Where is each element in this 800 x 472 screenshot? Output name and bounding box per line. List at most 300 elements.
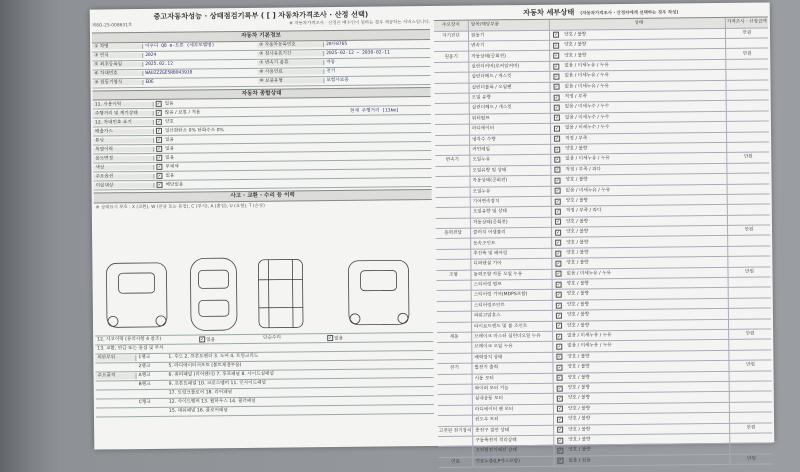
detail-checkbox	[554, 94, 560, 100]
detail-checkbox	[554, 177, 560, 183]
detail-group	[437, 343, 472, 353]
detail-group	[438, 374, 473, 384]
detail-group	[436, 208, 471, 218]
car-top-view	[190, 258, 237, 330]
detail-price: 만원	[730, 423, 772, 433]
detail-checkbox	[557, 437, 563, 443]
detail-item: 디퍼렌셜 기어	[471, 259, 552, 269]
detail-state	[551, 132, 727, 143]
detail-checkbox	[554, 167, 560, 173]
detail-state	[553, 309, 729, 320]
detail-item: 작동상태(공회전)	[471, 217, 552, 227]
detail-item: 브레이크 마스터 실린더오일 누유	[472, 332, 553, 342]
detail-price: 만원	[726, 49, 768, 59]
detail-header-device: 주요장치	[434, 21, 469, 31]
detail-checkbox	[556, 323, 562, 329]
detail-group	[436, 260, 471, 270]
general-checkbox	[156, 119, 162, 125]
detail-checkbox	[556, 302, 562, 308]
detail-group	[434, 73, 469, 83]
detail-checkbox	[556, 313, 562, 319]
general-label: 튜닝	[93, 137, 154, 143]
detail-state	[554, 403, 730, 414]
detail-group: 고전원 전기장치	[438, 426, 473, 436]
detail-group	[435, 146, 470, 156]
basic-label: ⑤ 최초등록일	[92, 62, 143, 68]
detail-checkbox	[555, 261, 561, 267]
detail-group	[438, 405, 473, 415]
detail-price	[726, 70, 768, 80]
detail-state-text: 양호 / 불량	[567, 365, 589, 371]
detail-state-text: 없음 / 미세누수 / 누수	[565, 125, 609, 131]
detail-checkbox	[555, 271, 561, 277]
detail-state	[553, 361, 729, 372]
detail-state	[552, 247, 728, 258]
detail-state-text: 없음 / 미세누수 / 누수	[565, 105, 609, 111]
detail-state-text: 양호 / 불량	[568, 406, 590, 412]
detail-item: 냉각수 수량	[470, 134, 551, 144]
symbol-note: ※ 상태표시 부호 : X (교환), W (판금 또는 용접), C (부식), A (흠집), U (요철), T (손상)	[94, 200, 432, 213]
detail-checkbox	[556, 354, 562, 360]
detail-checkbox	[556, 333, 562, 339]
detail-state-text: 없음 / 미세누유 / 누유	[564, 63, 608, 69]
basic-value: 2025.02.12	[143, 61, 257, 67]
detail-state-text: 양호 / 불량	[564, 32, 586, 38]
left-title: 중고자동차성능 · 상태점검기록부 ( [ ] 자동차가격조사 · 산정 선택)	[92, 10, 430, 22]
detail-group	[437, 353, 472, 363]
general-label: 특별이력	[93, 146, 154, 152]
detail-state-text: 없음 / 있음	[568, 458, 590, 464]
general-table	[93, 97, 432, 191]
rank-items: 15. 대쉬패널 16. 플로어패널	[167, 408, 230, 414]
detail-state-text: 양호 / 불량	[566, 250, 588, 256]
detail-price	[730, 413, 772, 423]
inspection-document	[90, 2, 775, 449]
detail-checkbox	[557, 448, 563, 454]
detail-state-text: 양호 / 불량	[568, 396, 590, 402]
detail-state	[551, 101, 727, 112]
left-column	[92, 6, 435, 450]
detail-item: 타이로드엔드 및 볼 조인트	[472, 321, 553, 331]
detail-state-text: 양호 / 불량	[565, 146, 587, 152]
detail-state	[553, 278, 729, 289]
detail-price	[729, 350, 771, 360]
detail-checkbox	[554, 146, 560, 152]
detail-state-text: 양호 / 불량	[567, 313, 589, 319]
detail-price: 만원	[729, 329, 771, 339]
general-checkbox	[157, 182, 163, 188]
detail-item: 실린더헤드 / 개스킷	[470, 103, 551, 113]
general-label: 배출가스	[93, 128, 154, 134]
detail-state	[551, 164, 727, 175]
detail-state-text: 없음 / 미세누수 / 누수	[565, 115, 609, 121]
detail-group	[436, 239, 471, 249]
detail-price	[728, 236, 770, 246]
detail-state	[553, 299, 729, 310]
detail-checkbox	[554, 84, 560, 90]
detail-item: 실내송풍 모터	[473, 394, 554, 404]
detail-item: 동력조향 작동 오일 누유	[471, 269, 552, 279]
rank-label: A랭크	[137, 373, 167, 379]
rank-label: 2랭크	[136, 364, 166, 370]
detail-state	[554, 392, 730, 403]
general-value: 양호	[163, 120, 176, 125]
general-checkbox	[156, 164, 162, 170]
general-label: 주요옵션	[93, 173, 154, 179]
detail-state	[551, 122, 727, 133]
basic-value-2: 전기	[324, 69, 337, 74]
rank-label: B랭크	[137, 382, 167, 388]
rank-items: 9. 프론트패널 10. 크로스멤버 11. 인사이드패널	[167, 381, 268, 387]
detail-checkbox	[553, 63, 559, 69]
detail-header-price: 가격조사 · 산정금액	[726, 18, 768, 28]
detail-price	[729, 288, 771, 298]
detail-group	[436, 249, 471, 259]
accident-history-label: 12. 사고이력 (유의사항 4 참조)	[95, 337, 197, 343]
detail-checkbox	[554, 126, 560, 132]
detail-item: 클러치 어셈블리	[471, 228, 552, 238]
detail-item: 커먼레일	[470, 145, 551, 155]
detail-group	[435, 135, 470, 145]
detail-price	[730, 381, 772, 391]
basic-label: ⑨ 원동기형식	[92, 80, 143, 86]
detail-checkbox	[556, 281, 562, 287]
detail-price	[728, 215, 770, 225]
detail-item: 기어변속장치	[471, 197, 552, 207]
detail-state	[552, 257, 728, 268]
detail-price	[726, 59, 768, 69]
detail-state	[551, 143, 727, 154]
basic-label-2: ② 자동차등록번호	[257, 42, 324, 48]
detail-checkbox	[557, 396, 563, 402]
detail-price	[728, 184, 770, 194]
detail-state	[553, 351, 729, 362]
detail-price	[727, 174, 769, 184]
detail-checkbox	[554, 105, 560, 111]
detail-price	[729, 309, 771, 319]
detail-item: 추진축 및 베어링	[471, 249, 552, 259]
rank-label: 1랭크	[136, 355, 166, 361]
detail-group	[437, 312, 472, 322]
detail-group: 전기	[437, 364, 472, 374]
general-value: 많음 / 보통 / 적음	[163, 111, 203, 116]
detail-price	[728, 194, 770, 204]
detail-header-item: 항목/해당부품	[469, 20, 550, 30]
rank-label: C랭크	[137, 400, 167, 406]
detail-state	[550, 70, 726, 81]
detail-group	[435, 94, 470, 104]
rank-group: 외판부위	[95, 355, 136, 361]
detail-group	[435, 104, 470, 114]
detail-checkbox	[554, 157, 560, 163]
detail-group	[436, 218, 471, 228]
detail-item: 오일 유량	[470, 93, 551, 103]
detail-state-text: 양호 / 불량	[567, 281, 589, 287]
detail-state-text: 없음 / 미세누유 / 누유	[566, 188, 610, 194]
detail-group	[435, 114, 470, 124]
detail-state	[554, 455, 730, 466]
rank-items: 6. 쿼터패널 (리어펜더) 7. 루프패널 8. 사이드실패널	[167, 372, 276, 378]
general-value: 없음	[163, 147, 176, 152]
detail-state-text: 양호 / 불량	[568, 437, 590, 443]
simple-repair-checkbox	[327, 335, 333, 341]
detail-price	[728, 257, 770, 267]
detail-state	[554, 371, 730, 382]
detail-row	[438, 454, 772, 468]
basic-label: ① 차명	[92, 44, 143, 50]
detail-checkbox	[556, 365, 562, 371]
basic-value: 2024	[143, 52, 257, 58]
car-frame-view	[258, 259, 303, 327]
detail-price	[727, 163, 769, 173]
general-label: 11. 사용이력	[93, 101, 154, 107]
detail-state	[554, 423, 730, 434]
detail-item: 배력장치 상태	[472, 353, 553, 363]
detail-checkbox	[555, 198, 561, 204]
detail-state	[552, 216, 728, 227]
detail-item: 오일유량 및 상태	[471, 207, 552, 217]
general-label: 12. 차대번호 표기	[93, 119, 154, 125]
frame-header: 13. 교환, 판금 또는 용접 및 부식	[95, 346, 165, 352]
detail-item: 충전구 절연 상태	[473, 425, 554, 435]
detail-group: 연료	[438, 457, 473, 467]
basic-label: ⑥ 차대번호	[92, 71, 143, 77]
doc-number: 제8O-25-008631호	[92, 23, 132, 28]
detail-state-text: 양호 / 불량	[568, 385, 590, 391]
detail-state	[552, 184, 728, 195]
detail-group	[438, 385, 473, 395]
detail-state	[550, 29, 726, 40]
detail-group	[435, 166, 470, 176]
detail-state-text: 적정 / 부족	[565, 136, 587, 142]
detail-state	[551, 91, 727, 102]
basic-value-2: 2025-02-12 ~ 2030-02-11	[324, 51, 392, 57]
detail-item: 시동 모터	[473, 373, 554, 383]
detail-state-text: 양호 / 불량	[567, 354, 589, 360]
detail-checkbox	[557, 406, 563, 412]
detail-state-text: 양호 / 불량	[566, 230, 588, 236]
detail-state	[553, 288, 729, 299]
detail-price: 만원	[726, 28, 768, 38]
detail-item: 오일누유	[471, 186, 552, 196]
car-right-view	[348, 260, 409, 325]
detail-state-text: 적정 / 부족	[565, 94, 587, 100]
detail-price	[727, 132, 769, 142]
basic-label-2: ④ 검사유효기간	[257, 51, 324, 57]
detail-checkbox	[555, 250, 561, 256]
detail-checkbox	[553, 32, 559, 38]
basic-value: WAUZZZGE5RB043910	[143, 70, 257, 76]
detail-group	[438, 436, 473, 446]
detail-group	[434, 62, 469, 72]
detail-group: 자기진단	[434, 31, 469, 41]
general-checkbox	[156, 110, 162, 116]
detail-price	[729, 278, 771, 288]
simple-repair-label: 단순수리	[261, 335, 325, 341]
basic-label-2: ⑦ 변속기 종류	[257, 60, 324, 66]
detail-state-text: 없음 / 미세누유 / 누유	[565, 84, 609, 90]
detail-item: 작동상태(공회전)	[470, 176, 551, 186]
detail-state	[551, 174, 727, 185]
detail-group: 변속기	[435, 156, 470, 166]
detail-item: 스티어링 펌프	[472, 280, 553, 290]
detail-state-text: 양호 / 불량	[568, 448, 590, 454]
detail-checkbox	[555, 240, 561, 246]
detail-item: 구동축전지 격리상태	[473, 436, 554, 446]
detail-checkbox	[554, 115, 560, 121]
detail-state-text: 없음 / 미세누유 / 누유	[564, 73, 608, 79]
detail-state	[554, 444, 730, 455]
detail-item: 실린더헤드 / 개스킷	[469, 72, 550, 82]
detail-table	[434, 28, 773, 468]
detail-price	[730, 371, 772, 381]
detail-state	[551, 112, 727, 123]
detail-item: 라디에이터	[470, 124, 551, 134]
basic-value-2: 자동	[324, 60, 337, 65]
general-value: 무채색	[163, 165, 180, 170]
general-value-wrap	[154, 108, 348, 117]
detail-price	[727, 101, 769, 111]
basic-label: ③ 연식	[92, 53, 143, 59]
detail-item: 원동기	[469, 30, 550, 40]
detail-group	[437, 291, 472, 301]
detail-item: 작동상태(공회전)	[469, 51, 550, 61]
detail-state	[552, 268, 728, 279]
basic-label-2: ⑩ 보증유형	[257, 78, 324, 84]
accident-none-checkbox	[199, 336, 205, 342]
detail-checkbox	[553, 74, 559, 80]
left-subtitle: ※ 자동차가격조사 · 산정은 매수인이 원하는 경우 제공하는 서비스입니다.	[289, 20, 430, 27]
detail-checkbox	[553, 53, 559, 59]
detail-checkbox	[554, 136, 560, 142]
detail-price: 만원	[730, 454, 772, 464]
accident-header: 사고 · 교환 · 수리 등 이력	[94, 189, 432, 203]
detail-checkbox	[557, 458, 563, 464]
detail-checkbox	[555, 229, 561, 235]
detail-price	[728, 246, 770, 256]
detail-price	[730, 392, 772, 402]
basic-info-header: 자동차 기본정보	[92, 29, 430, 43]
general-value: 해당없음	[164, 183, 186, 188]
detail-state	[552, 236, 728, 247]
detail-item: 와이퍼 모터 기능	[473, 384, 554, 394]
detail-state	[551, 153, 727, 164]
detail-state	[552, 226, 728, 237]
detail-price	[729, 319, 771, 329]
detail-state-text: 양호 / 불량	[568, 417, 590, 423]
detail-group: 제동	[437, 333, 472, 343]
detail-group	[438, 447, 473, 457]
car-diagrams	[98, 252, 429, 335]
detail-state-text: 없음 / 미세누유 / 누유	[566, 271, 610, 277]
rank-items: 5. 라디에이터서포트 (볼트체결부품)	[166, 363, 243, 369]
general-checkbox	[156, 155, 162, 161]
general-checkbox	[156, 173, 162, 179]
detail-item: 오일누유	[470, 155, 551, 165]
general-extra: 현재 주행거리 [13km]	[348, 108, 401, 114]
detail-state-text: 양호 / 불량	[566, 178, 588, 184]
detail-checkbox	[557, 385, 563, 391]
detail-state-text: 양호 / 불량	[567, 302, 589, 308]
detail-state	[550, 39, 726, 50]
detail-price	[726, 80, 768, 90]
detail-group	[434, 42, 469, 52]
basic-info-table	[92, 40, 430, 89]
detail-group	[437, 322, 472, 332]
right-subtitle: (자동차가격조사 · 산정자에게 선택하는 경우 작성)	[580, 10, 678, 16]
basic-value-2: 28다8765	[324, 42, 349, 48]
general-value: 없음	[163, 102, 176, 107]
general-checkbox	[156, 101, 162, 107]
detail-state-text: 적정 / 부족 / 과다	[566, 209, 602, 215]
detail-price	[727, 142, 769, 152]
detail-state	[554, 434, 730, 445]
detail-state-text: 양호 / 불량	[564, 53, 586, 59]
detail-item: 워터펌프	[470, 114, 551, 124]
detail-checkbox	[556, 344, 562, 350]
detail-state	[552, 205, 728, 216]
detail-state-text: 양호 / 불량	[566, 261, 588, 267]
detail-group	[438, 416, 473, 426]
detail-item: 스티어링조인트	[472, 301, 553, 311]
basic-value: 아우디 Q8 e-트론 (세부모델명)	[143, 43, 257, 49]
detail-item: 파워고압호스	[472, 311, 553, 321]
detail-item: 스티어링 기어(MDPS포함)	[472, 290, 553, 300]
rank-items: 12. 사이드멤버 13. 휠하우스 14. 필러패널	[167, 399, 258, 405]
rank-items: 1. 후드 2. 프론트펜더 3. 도어 4. 트렁크리드	[166, 354, 260, 360]
accident-history-value: 없음	[206, 337, 215, 342]
general-checkbox	[156, 137, 162, 143]
general-label: 리콜대상	[94, 182, 155, 188]
general-value: 일산화탄소 0% 탄화수소 0%	[163, 128, 226, 134]
general-label: 주행거리 및 계기상태	[93, 110, 154, 116]
detail-checkbox	[557, 375, 563, 381]
detail-price	[730, 444, 772, 454]
detail-item: 연료누출(LP가스포함)	[473, 456, 554, 466]
detail-state	[554, 382, 730, 393]
detail-state-text: 양호 / 불량	[568, 375, 590, 381]
detail-checkbox	[557, 416, 563, 422]
detail-price	[727, 111, 769, 121]
detail-group	[436, 198, 471, 208]
detail-item: 등속조인트	[471, 238, 552, 248]
detail-price	[727, 122, 769, 132]
general-value: 없음	[163, 156, 176, 161]
detail-group	[436, 187, 471, 197]
detail-checkbox	[556, 292, 562, 298]
detail-group: 조향	[436, 270, 471, 280]
right-column	[434, 2, 773, 445]
detail-price	[727, 90, 769, 100]
detail-item: 실린더블록 / 오일팬	[470, 82, 551, 92]
detail-state-text: 양호 / 불량	[564, 42, 586, 48]
detail-checkbox	[555, 219, 561, 225]
rank-items: 17. 트렁크플로어 18. 리어패널	[167, 390, 234, 396]
detail-state-text: 없음 / 미세누유 / 누유	[567, 333, 611, 339]
general-label: 색상	[93, 164, 154, 170]
general-label: 용도변경	[93, 155, 154, 161]
general-value: 없음	[163, 138, 176, 143]
detail-group	[435, 177, 470, 187]
detail-state	[554, 413, 730, 424]
simple-repair-value: 없음	[334, 336, 343, 341]
detail-item: 변속기	[469, 41, 550, 51]
detail-group	[438, 395, 473, 405]
basic-value-2: 보험사보증	[324, 78, 350, 84]
detail-state-text: 양호 / 불량	[566, 198, 588, 204]
detail-header-state: 상태	[550, 18, 726, 29]
detail-price	[730, 402, 772, 412]
